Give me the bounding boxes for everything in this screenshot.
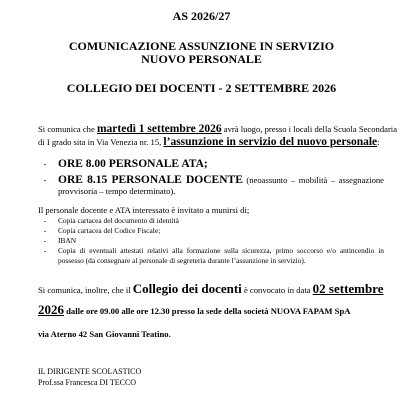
title-line-1: COMUNICAZIONE ASSUNZIONE IN SERVIZIO [68, 39, 335, 53]
bullet-bold: ORE 8.15 PERSONALE DOCENTE [58, 174, 243, 186]
doc-text: Copia cartacea del Codice Fiscale; [58, 226, 161, 235]
title-line-2: NUOVO PERSONALE [141, 52, 262, 66]
collegio-address: via Aterno 42 San Giovanni Teatino. [38, 329, 171, 339]
doc-text: Copia cartacea del documento di identità [58, 216, 179, 225]
docs-intro: Il personale docente e ATA interessato è invitato a munirsi di; [38, 205, 250, 215]
collegio-line-1 [38, 282, 386, 297]
intro-line-1 [38, 123, 398, 135]
school-year-heading: AS 2026/27 [172, 9, 231, 23]
collegio-text-a: Si comunica, inoltre, che il [38, 285, 133, 295]
collegio-line-2 [38, 303, 386, 318]
doc-text: Copia di eventuali attestati relativi alla formazione sulla sicurezza, primo soccorso e/o antincendio in possesso (da consegnare al personale di segreteria durante l’assunzione in servizio). [58, 246, 384, 265]
subtitle: COLLEGIO DEI DOCENTI - 2 SETTEMBRE 2026 [66, 81, 337, 95]
doc-text: IBAN [58, 236, 77, 245]
intro-highlight: l’assunzione in servizio del nuovo personale [163, 136, 378, 148]
collegio-year: 2026 [38, 302, 64, 317]
collegio-time-place: dalle ore 09.00 alle ore 12.30 presso la sede della società NUOVA FAPAM SpA [64, 306, 351, 316]
signature-role: IL DIRIGENTE SCOLASTICO [38, 367, 142, 376]
dash-icon: - [43, 216, 47, 225]
dash-icon: - [43, 236, 47, 245]
collegio-date: 02 settembre [312, 281, 384, 296]
bullet-icon: - [43, 175, 47, 185]
intro-text-1: Si comunica che [38, 124, 97, 134]
collegio-text-c: è convocato in data [241, 285, 313, 295]
collegio-title: Collegio dei docenti [132, 281, 242, 296]
intro-line-2 [38, 137, 386, 148]
bullet-icon: - [43, 159, 47, 169]
intro-date: martedì 1 settembre 2026 [96, 123, 222, 135]
dash-icon: - [43, 246, 47, 255]
dash-icon: - [43, 226, 47, 235]
bullet-bold: ORE 8.00 PERSONALE ATA; [58, 158, 208, 170]
intro-text-5: : [377, 137, 380, 147]
signature-name: Prof.ssa Francesca DI TECCO [38, 378, 137, 387]
bullet-normal: (neoassunto – mobilità – assegnazione provvisoria – tempo determinato). [58, 175, 384, 196]
intro-text-3: di I grado sita in Via Venezia nr. 15, [38, 137, 164, 147]
intro-text-2: avrà luogo, presso i locali della Scuola Secondaria [221, 124, 398, 134]
